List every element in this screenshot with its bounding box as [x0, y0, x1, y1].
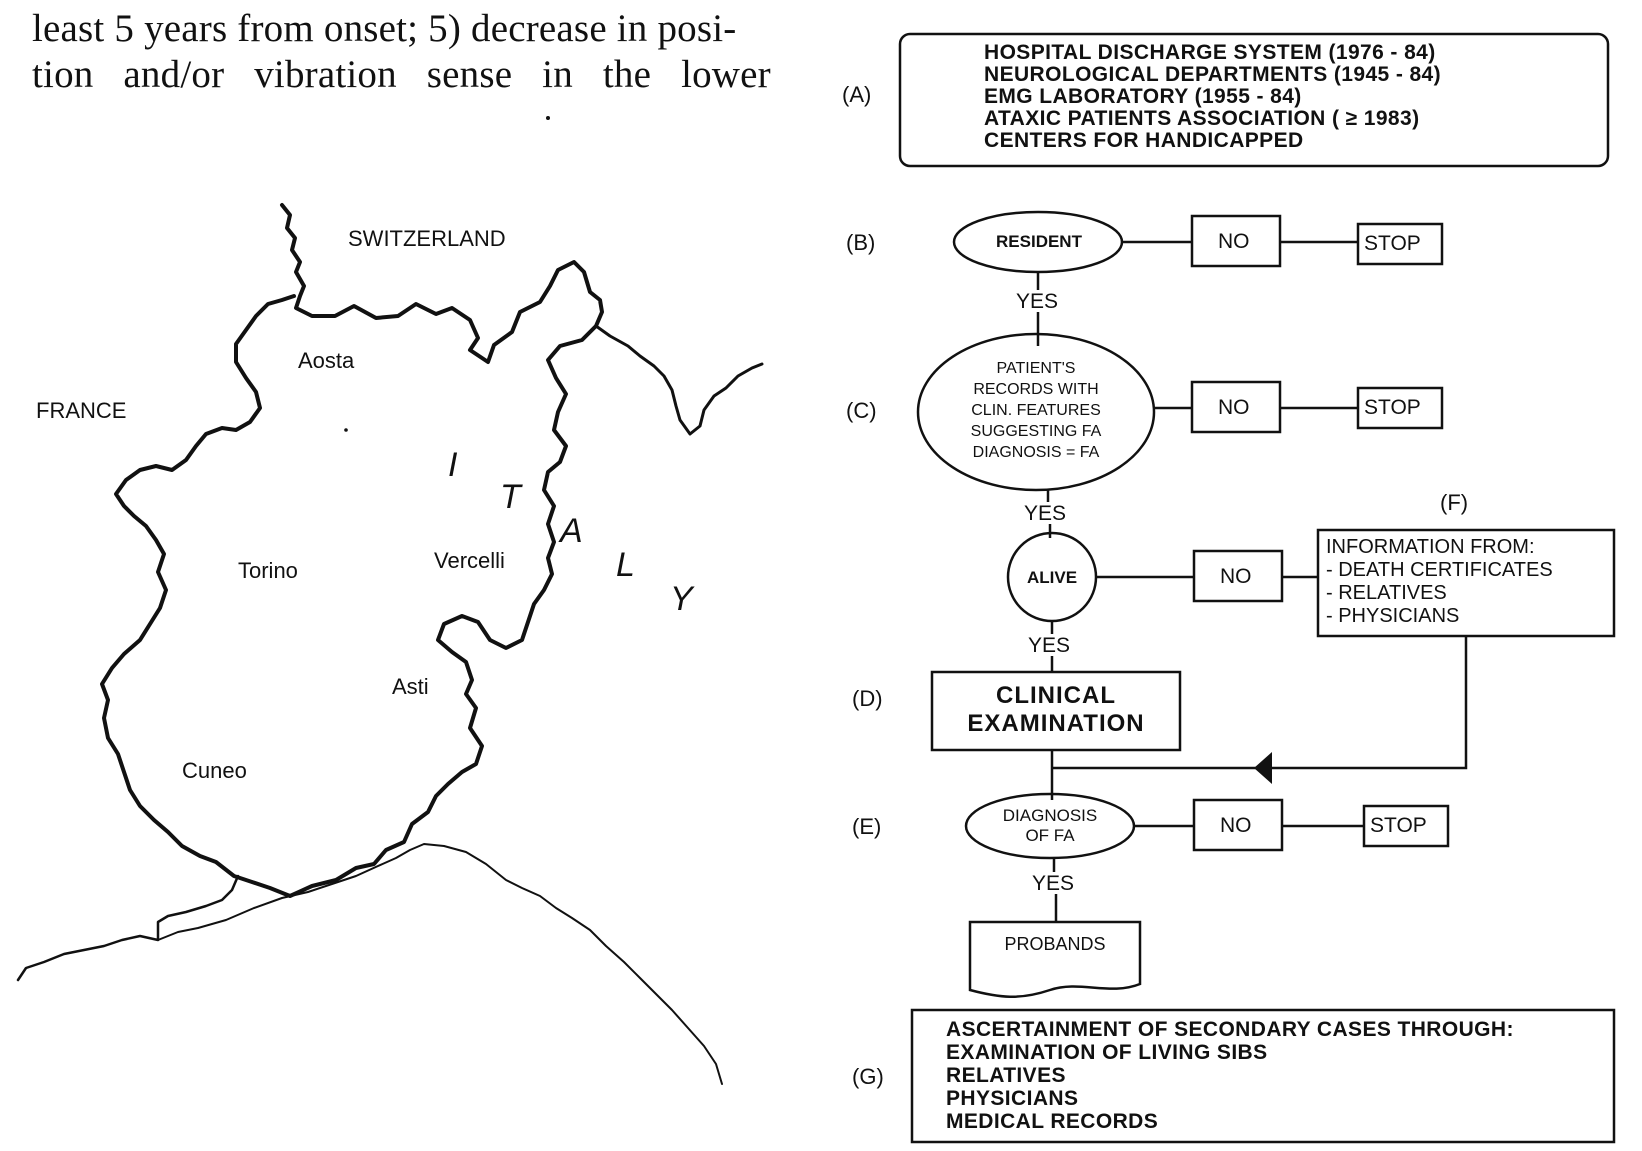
arrowhead-left	[1254, 752, 1272, 784]
yes-label-alive: YES	[1028, 634, 1071, 657]
map-label-vercelli: Vercelli	[434, 548, 505, 573]
ascertainment-item: MEDICAL RECORDS	[946, 1110, 1159, 1133]
diagnosis-line: OF FA	[1025, 826, 1075, 845]
records-line: RECORDS WITH	[973, 381, 1099, 398]
source-item: NEUROLOGICAL DEPARTMENTS (1945 - 84)	[984, 63, 1442, 86]
no-label-b: NO	[1218, 230, 1250, 253]
yes-label-c: YES	[1024, 502, 1067, 525]
body-text-line-1: least 5 years from onset; 5) decrease in posi-	[32, 7, 737, 50]
records-line: SUGGESTING FA	[970, 423, 1102, 440]
body-text-line-2: tion and/or vibration sense in the lower	[32, 53, 771, 96]
italy-letter-i: I	[448, 446, 458, 484]
map-label-torino: Torino	[238, 558, 298, 583]
ascertainment-item: PHYSICIANS	[946, 1087, 1079, 1110]
yes-label-b: YES	[1016, 290, 1059, 313]
information-item: - RELATIVES	[1326, 582, 1447, 604]
source-item: ATAXIC PATIENTS ASSOCIATION ( ≥ 1983)	[984, 107, 1420, 130]
diagnosis-line: DIAGNOSIS	[1002, 806, 1098, 825]
clinical-line: EXAMINATION	[967, 710, 1145, 737]
tag-d: (D)	[852, 686, 883, 711]
alive-label: ALIVE	[1026, 568, 1078, 587]
map-label-cuneo: Cuneo	[182, 758, 247, 783]
ascertainment-item: RELATIVES	[946, 1064, 1066, 1087]
tag-b: (B)	[846, 230, 876, 255]
italy-letter-t: T	[500, 478, 521, 516]
map-label-asti: Asti	[392, 674, 429, 699]
ascertainment-item: ASCERTAINMENT OF SECONDARY CASES THROUGH:	[946, 1018, 1514, 1041]
ascertainment-list	[946, 1018, 1514, 1133]
tag-f: (F)	[1440, 490, 1469, 515]
information-item: - PHYSICIANS	[1326, 605, 1460, 627]
map-label-switzerland: SWITZERLAND	[348, 226, 506, 251]
source-item: EMG LABORATORY (1955 - 84)	[984, 85, 1302, 108]
information-item: INFORMATION FROM:	[1326, 536, 1535, 558]
records-line: PATIENT'S	[996, 360, 1076, 377]
map-label-aosta: Aosta	[298, 348, 355, 373]
no-label-c: NO	[1218, 396, 1250, 419]
records-label	[946, 358, 1126, 463]
tag-e: (E)	[852, 814, 882, 839]
source-item: CENTERS FOR HANDICAPPED	[984, 129, 1304, 152]
information-item: - DEATH CERTIFICATES	[1326, 559, 1553, 581]
records-line: DIAGNOSIS = FA	[972, 444, 1100, 461]
italy-letter-y: Y	[670, 580, 693, 618]
stop-label-c: STOP	[1364, 396, 1421, 419]
stop-label-b: STOP	[1364, 232, 1421, 255]
no-label-e: NO	[1220, 814, 1252, 837]
information-list	[1326, 536, 1553, 628]
clinical-label	[932, 682, 1180, 738]
tag-a: (A)	[842, 82, 872, 107]
no-label-alive: NO	[1220, 565, 1252, 588]
stop-label-e: STOP	[1370, 814, 1427, 837]
italy-letter-l: L	[616, 546, 635, 584]
map-label-france: FRANCE	[36, 398, 127, 423]
source-item: HOSPITAL DISCHARGE SYSTEM (1976 - 84)	[984, 41, 1436, 64]
records-line: CLIN. FEATURES	[971, 402, 1101, 419]
sources-list	[984, 42, 1441, 152]
ascertainment-item: EXAMINATION OF LIVING SIBS	[946, 1041, 1268, 1064]
italy-letter-a: A	[560, 512, 583, 550]
probands-label: PROBANDS	[1004, 934, 1106, 954]
yes-label-e: YES	[1032, 872, 1075, 895]
clinical-line: CLINICAL	[996, 682, 1116, 709]
tag-c: (C)	[846, 398, 877, 423]
resident-label: RESIDENT	[996, 232, 1082, 251]
tag-g: (G)	[852, 1064, 884, 1089]
diagnosis-label	[980, 806, 1120, 846]
